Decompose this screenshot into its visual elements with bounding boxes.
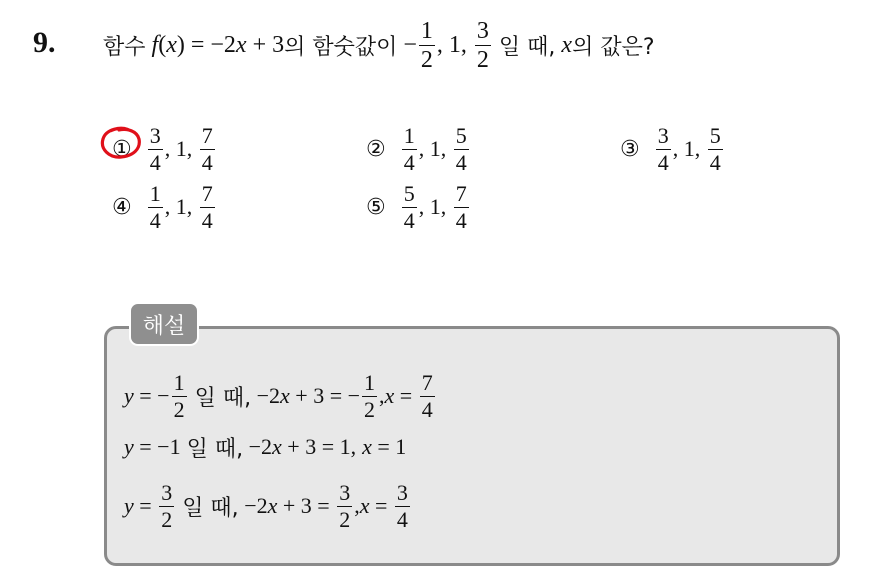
sol1-expr: −2 <box>251 383 281 408</box>
sol3-d2: 2 <box>339 506 351 532</box>
choice-3-mark: ③ <box>620 136 640 162</box>
sol1-n2: 1 <box>364 369 376 395</box>
func-paren: ( <box>158 31 167 58</box>
sol2-x2: x <box>362 434 372 459</box>
func-rest: ) = −2 <box>176 31 236 58</box>
choice-5-frac-a <box>402 180 417 233</box>
solution-label: 해설 <box>129 302 199 346</box>
sol3-comma: , <box>354 493 360 518</box>
choice-3[interactable] <box>620 118 725 180</box>
sol3-frac3 <box>395 479 410 532</box>
sol3-expr: −2 <box>238 493 268 518</box>
choice-4-mid: , 1, <box>164 194 198 219</box>
sol3-d3: 4 <box>396 506 408 532</box>
sol2-eq: = −1 <box>133 434 181 459</box>
sol3-n3: 3 <box>396 479 408 505</box>
value3-numerator: 3 <box>476 17 489 44</box>
question-prefix: 함수 <box>103 34 146 60</box>
choice-1-a-den: 4 <box>149 149 161 175</box>
choice-3-mid: , 1, <box>672 136 706 161</box>
sol1-n3: 7 <box>421 369 433 395</box>
choice-1-a-num: 3 <box>149 122 161 148</box>
sol2-kor: 일 때, <box>186 436 244 462</box>
choice-1-mid: , 1, <box>164 136 198 161</box>
sol1-eq2: = <box>394 383 418 408</box>
sol2-expr2: + 3 = 1, <box>281 434 357 459</box>
sol3-x2: x <box>359 493 370 518</box>
sol1-x: x <box>280 383 290 408</box>
value1-denominator: 2 <box>420 46 433 73</box>
value3-fraction <box>475 19 491 72</box>
choice-3-a-den: 4 <box>657 149 669 175</box>
choice-4-a-den: 4 <box>149 207 161 233</box>
choice-2-a-num: 1 <box>403 122 415 148</box>
sol1-kor: 일 때, <box>194 385 252 411</box>
value-separator: , 1, <box>436 31 473 58</box>
choice-2-c-den: 4 <box>455 149 467 175</box>
question-end-b: 의 값은? <box>572 34 655 60</box>
choice-5-mark: ⑤ <box>366 194 386 220</box>
value1-numerator: 1 <box>420 17 433 44</box>
choice-1-c-den: 4 <box>201 149 213 175</box>
sol3-frac1 <box>159 479 174 532</box>
sol1-eq: = − <box>133 383 170 408</box>
sol1-comma: , <box>379 383 385 408</box>
sol3-eq2: = <box>369 493 393 518</box>
choice-5-a-den: 4 <box>403 207 415 233</box>
choice-5-c-num: 7 <box>455 180 467 206</box>
sol2-eq2: = 1 <box>371 434 407 459</box>
sol3-frac2 <box>337 479 352 532</box>
sol1-d3: 4 <box>421 396 433 422</box>
sol3-y: y <box>124 493 134 518</box>
sol1-d2: 2 <box>364 396 376 422</box>
choice-2-a-den: 4 <box>403 149 415 175</box>
sol1-expr2: + 3 = − <box>289 383 361 408</box>
sol1-frac3 <box>420 369 435 422</box>
choice-5-c-den: 4 <box>455 207 467 233</box>
func-x: x <box>166 31 177 58</box>
choice-2-frac-c <box>454 122 469 175</box>
sol3-kor: 일 때, <box>182 495 239 521</box>
value1-sign: − <box>403 31 417 58</box>
solution-line-2 <box>124 424 406 470</box>
sol2-x: x <box>272 434 282 459</box>
choice-1-frac-a <box>148 122 163 175</box>
choice-3-c-num: 5 <box>709 122 721 148</box>
choice-5-frac-c <box>454 180 469 233</box>
choice-4-frac-c <box>200 180 215 233</box>
choice-2-mid: , 1, <box>418 136 452 161</box>
solution-line-3 <box>124 476 412 536</box>
value3-denominator: 2 <box>476 46 489 73</box>
choice-1-c-num: 7 <box>201 122 213 148</box>
sol3-n2: 3 <box>339 479 351 505</box>
choice-4[interactable] <box>112 176 217 238</box>
sol1-n1: 1 <box>173 369 185 395</box>
choice-2[interactable] <box>366 118 471 180</box>
choice-5-a-num: 5 <box>403 180 415 206</box>
solution-line-1 <box>124 366 437 426</box>
sol2-expr: −2 <box>243 434 273 459</box>
question-text <box>103 14 655 76</box>
sol1-frac2 <box>362 369 377 422</box>
choice-5-mid: , 1, <box>418 194 452 219</box>
sol2-y: y <box>124 434 134 459</box>
choice-4-mark: ④ <box>112 194 132 220</box>
question-number: 9. <box>33 26 56 59</box>
value1-fraction <box>419 19 435 72</box>
func-tail: + 3 <box>246 31 285 58</box>
func-x2: x <box>235 31 247 58</box>
choice-4-c-den: 4 <box>201 207 213 233</box>
choice-5[interactable] <box>366 176 471 238</box>
sol1-frac1 <box>172 369 187 422</box>
choice-3-c-den: 4 <box>709 149 721 175</box>
choice-2-frac-a <box>402 122 417 175</box>
question-end-a: 일 때, <box>498 34 556 60</box>
question-var-x: x <box>561 31 573 58</box>
selection-circle-icon <box>99 125 145 161</box>
choice-3-frac-a <box>656 122 671 175</box>
choice-1-frac-c <box>200 122 215 175</box>
sol3-n1: 3 <box>161 479 173 505</box>
func-f: f <box>151 31 159 58</box>
question-mid: 의 함숫값이 <box>284 34 398 60</box>
choice-4-c-num: 7 <box>201 180 213 206</box>
choice-3-a-num: 3 <box>657 122 669 148</box>
choice-3-frac-c <box>708 122 723 175</box>
choice-1-mark: ① <box>112 136 132 162</box>
sol3-d1: 2 <box>161 506 173 532</box>
choice-2-mark: ② <box>366 136 386 162</box>
choice-4-a-num: 1 <box>149 180 161 206</box>
sol1-y: y <box>124 383 134 408</box>
choice-4-frac-a <box>148 180 163 233</box>
sol3-expr2: + 3 = <box>277 493 336 518</box>
sol3-eq: = <box>133 493 158 518</box>
choice-2-c-num: 5 <box>455 122 467 148</box>
sol3-x: x <box>267 493 278 518</box>
sol1-x2: x <box>384 383 395 408</box>
sol1-d1: 2 <box>173 396 185 422</box>
